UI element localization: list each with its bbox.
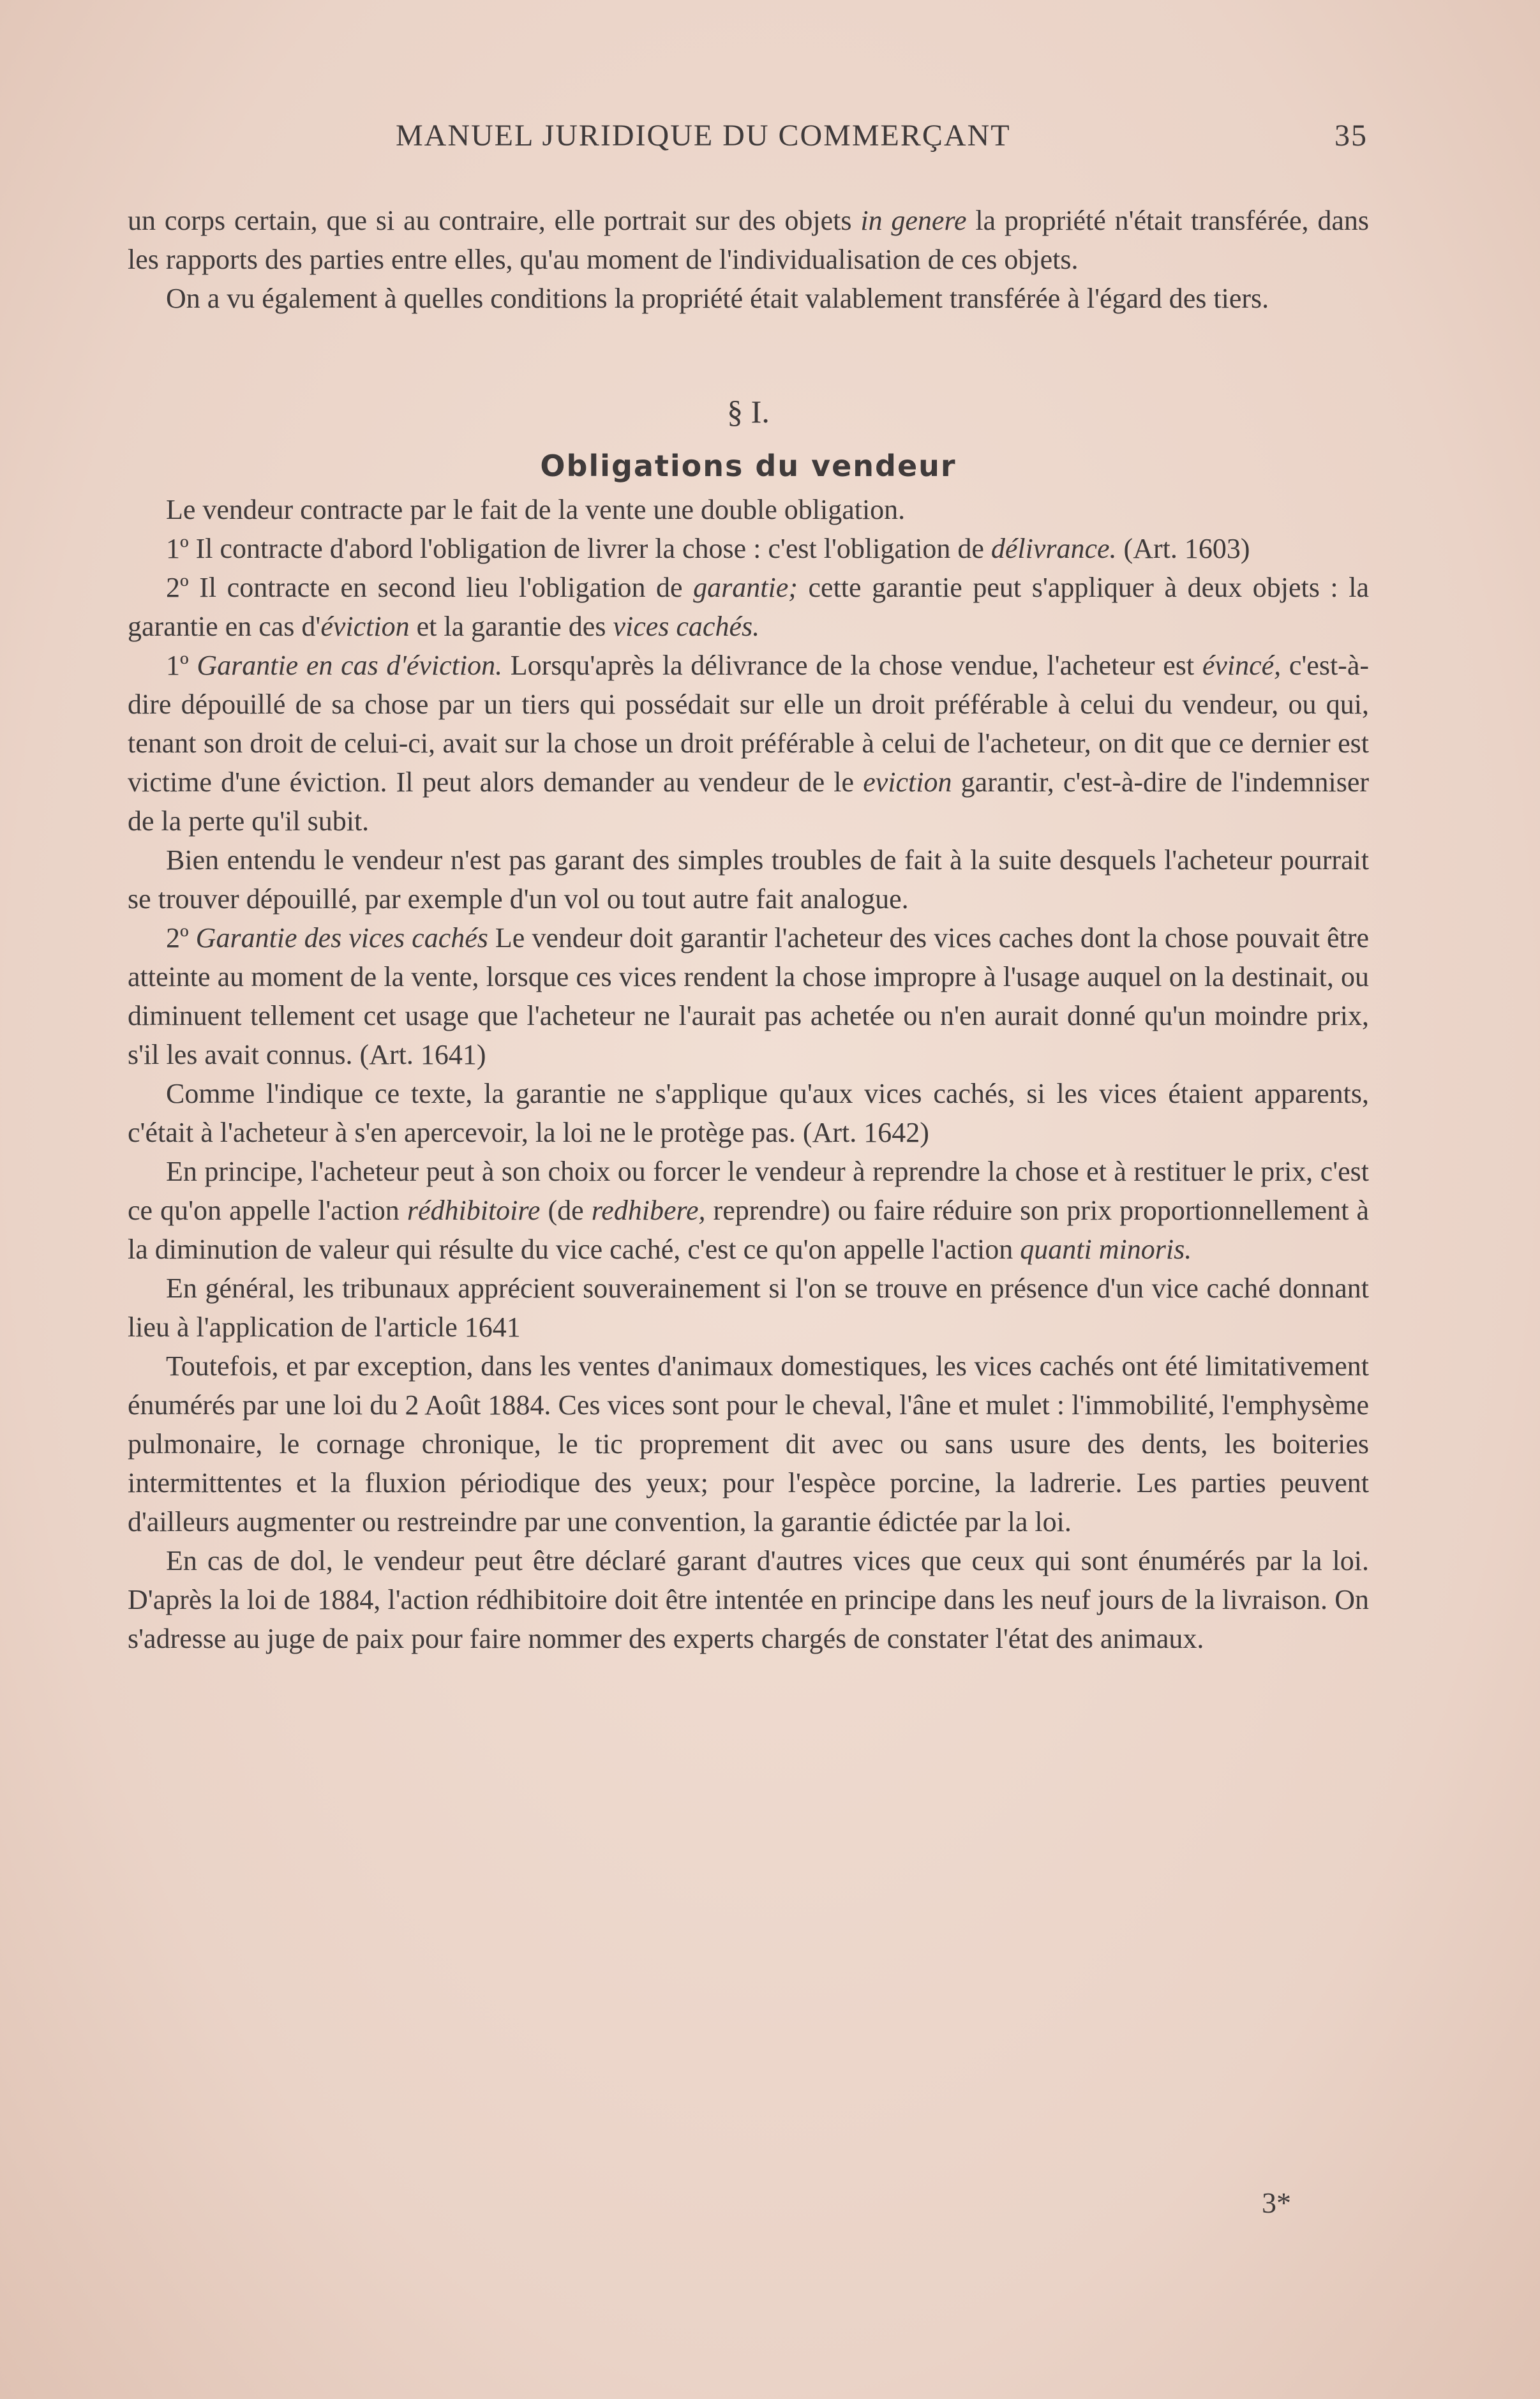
italic-run: vices cachés. <box>613 611 760 642</box>
paragraph: Comme l'indique ce texte, la garantie ne s'applique qu'aux vices cachés, si les vices étaient apparents, c'était à l'acheteur à s'en apercevoir, la loi ne le protège pas. (Art. 1642) <box>128 1078 1369 1148</box>
text-run: c'est-à-dire dépouillé de sa chose par un tiers qui possédait sur elle un droit préférable à celui du vendeur, ou qui, tenant son droit de celui-ci, avait sur la chose un droit préférable à celui de l'acheteur, on dit que ce dernier est victime d'une éviction. Il peut alors demander au vendeur de le <box>128 650 1370 798</box>
paragraph: En général, les tribunaux apprécient souverainement si l'on se trouve en présence d'un vice caché donnant lieu à l'application de l'article 1641 <box>128 1273 1369 1343</box>
italic-run: rédhibitoire <box>407 1195 541 1226</box>
italic-run: éviction <box>320 611 410 642</box>
paragraph: Le vendeur contracte par le fait de la vente une double obligation. <box>166 494 906 525</box>
paragraph <box>128 529 1369 568</box>
italic-run: Garantie des vices cachés <box>195 922 488 953</box>
section-number: § I. <box>727 394 770 430</box>
paragraph <box>128 568 1369 646</box>
paragraph <box>128 646 1369 841</box>
italic-run: évincé, <box>1202 650 1282 681</box>
text-run: 1º Il contracte d'abord l'obligation de livrer la chose : c'est l'obligation de <box>166 533 991 564</box>
text-run: garantir, c'est-à-dire de l'indemniser de la perte qu'il subit. <box>128 766 1369 837</box>
text-run: 1º <box>166 650 197 681</box>
paragraph: Bien entendu le vendeur n'est pas garant des simples troubles de fait à la suite desquels l'acheteur pourrait se trouver dépouillé, par exemple d'un vol ou tout autre fait analogue. <box>128 844 1369 915</box>
paragraph <box>128 918 1369 1074</box>
italic-run: garantie; <box>693 572 798 603</box>
paragraph: Toutefois, et par exception, dans les ventes d'animaux domestiques, les vices cachés ont été limitativement énumérés par une loi du 2 Août 1884. Ces vices sont pour le cheval, l'âne et mulet : l'immobilité, l'emphysème pulmonaire, le cornage chronique, le tic proprement dit avec ou sans usure des dents, les boiteries intermittentes et la fluxion périodique des yeux; pour l'espèce porcine, la ladrerie. Les parties peuvent d'ailleurs augmenter ou restreindre par une convention, la garantie édictée par la loi. <box>128 1350 1369 1537</box>
section-title: Obligations du vendeur <box>540 449 957 483</box>
text-run: reprendre) ou faire réduire son prix proportionnellement à la diminution de valeur qui résulte du vice caché, c'est ce qu'on appelle l'action <box>128 1195 1369 1265</box>
italic-run: redhibere, <box>591 1195 706 1226</box>
text-run: la propriété n'était transférée, dans les rapports des parties entre elles, qu'au moment de l'individualisation de ces objets. <box>128 205 1369 275</box>
text-run: et la garantie des <box>409 611 613 642</box>
italic-run: in genere <box>860 205 967 236</box>
text-run: Le vendeur doit garantir l'acheteur des vices caches dont la chose pouvait être atteinte au moment de la vente, lorsque ces vices rendent la chose impropre à l'usage auquel on la destinait, ou diminuent tellement cet usage que l'acheteur ne l'aurait pas achetée ou n'en aurait donné qu'un moindre prix, s'il les avait connus. (Art. 1641) <box>128 922 1369 1070</box>
text-run: Lorsqu'après la délivrance de la chose vendue, l'acheteur est <box>502 650 1202 681</box>
text-run: un corps certain, que si au contraire, elle portrait sur des objets <box>128 205 861 236</box>
text-run: cette garantie peut s'appliquer à deux objets : la garantie en cas d' <box>128 572 1369 642</box>
paragraph: On a vu également à quelles conditions la propriété était valablement transférée à l'égard des tiers. <box>166 283 1269 314</box>
italic-run: Garantie en cas d'éviction. <box>197 650 503 681</box>
italic-run: eviction <box>863 766 952 798</box>
text-run: 2º <box>166 922 196 953</box>
paragraph: En cas de dol, le vendeur peut être déclaré garant d'autres vices que ceux qui sont énumérés par la loi. D'après la loi de 1884, l'action rédhibitoire doit être intentée en principe dans les neuf jours de la livraison. On s'adresse au juge de paix pour faire nommer des experts chargés de constater l'état des animaux. <box>128 1545 1369 1654</box>
text-run: 2º Il contracte en second lieu l'obligation de <box>166 572 694 603</box>
page-body <box>128 201 1369 1658</box>
running-title: MANUEL JURIDIQUE DU COMMERÇANT <box>396 119 1011 153</box>
text-run: (Art. 1603) <box>1116 533 1250 564</box>
italic-run: quanti minoris. <box>1020 1234 1192 1265</box>
signature-mark: 3* <box>1262 2186 1291 2219</box>
text-run: En principe, l'acheteur peut à son choix ou forcer le vendeur à reprendre la chose et à restituer le prix, c'est ce qu'on appelle l'action <box>128 1156 1369 1226</box>
paragraph <box>128 201 1369 279</box>
italic-run: délivrance. <box>991 533 1117 564</box>
page-number: 35 <box>1334 119 1368 153</box>
paragraph <box>128 1152 1369 1269</box>
text-run: (de <box>540 1195 592 1226</box>
